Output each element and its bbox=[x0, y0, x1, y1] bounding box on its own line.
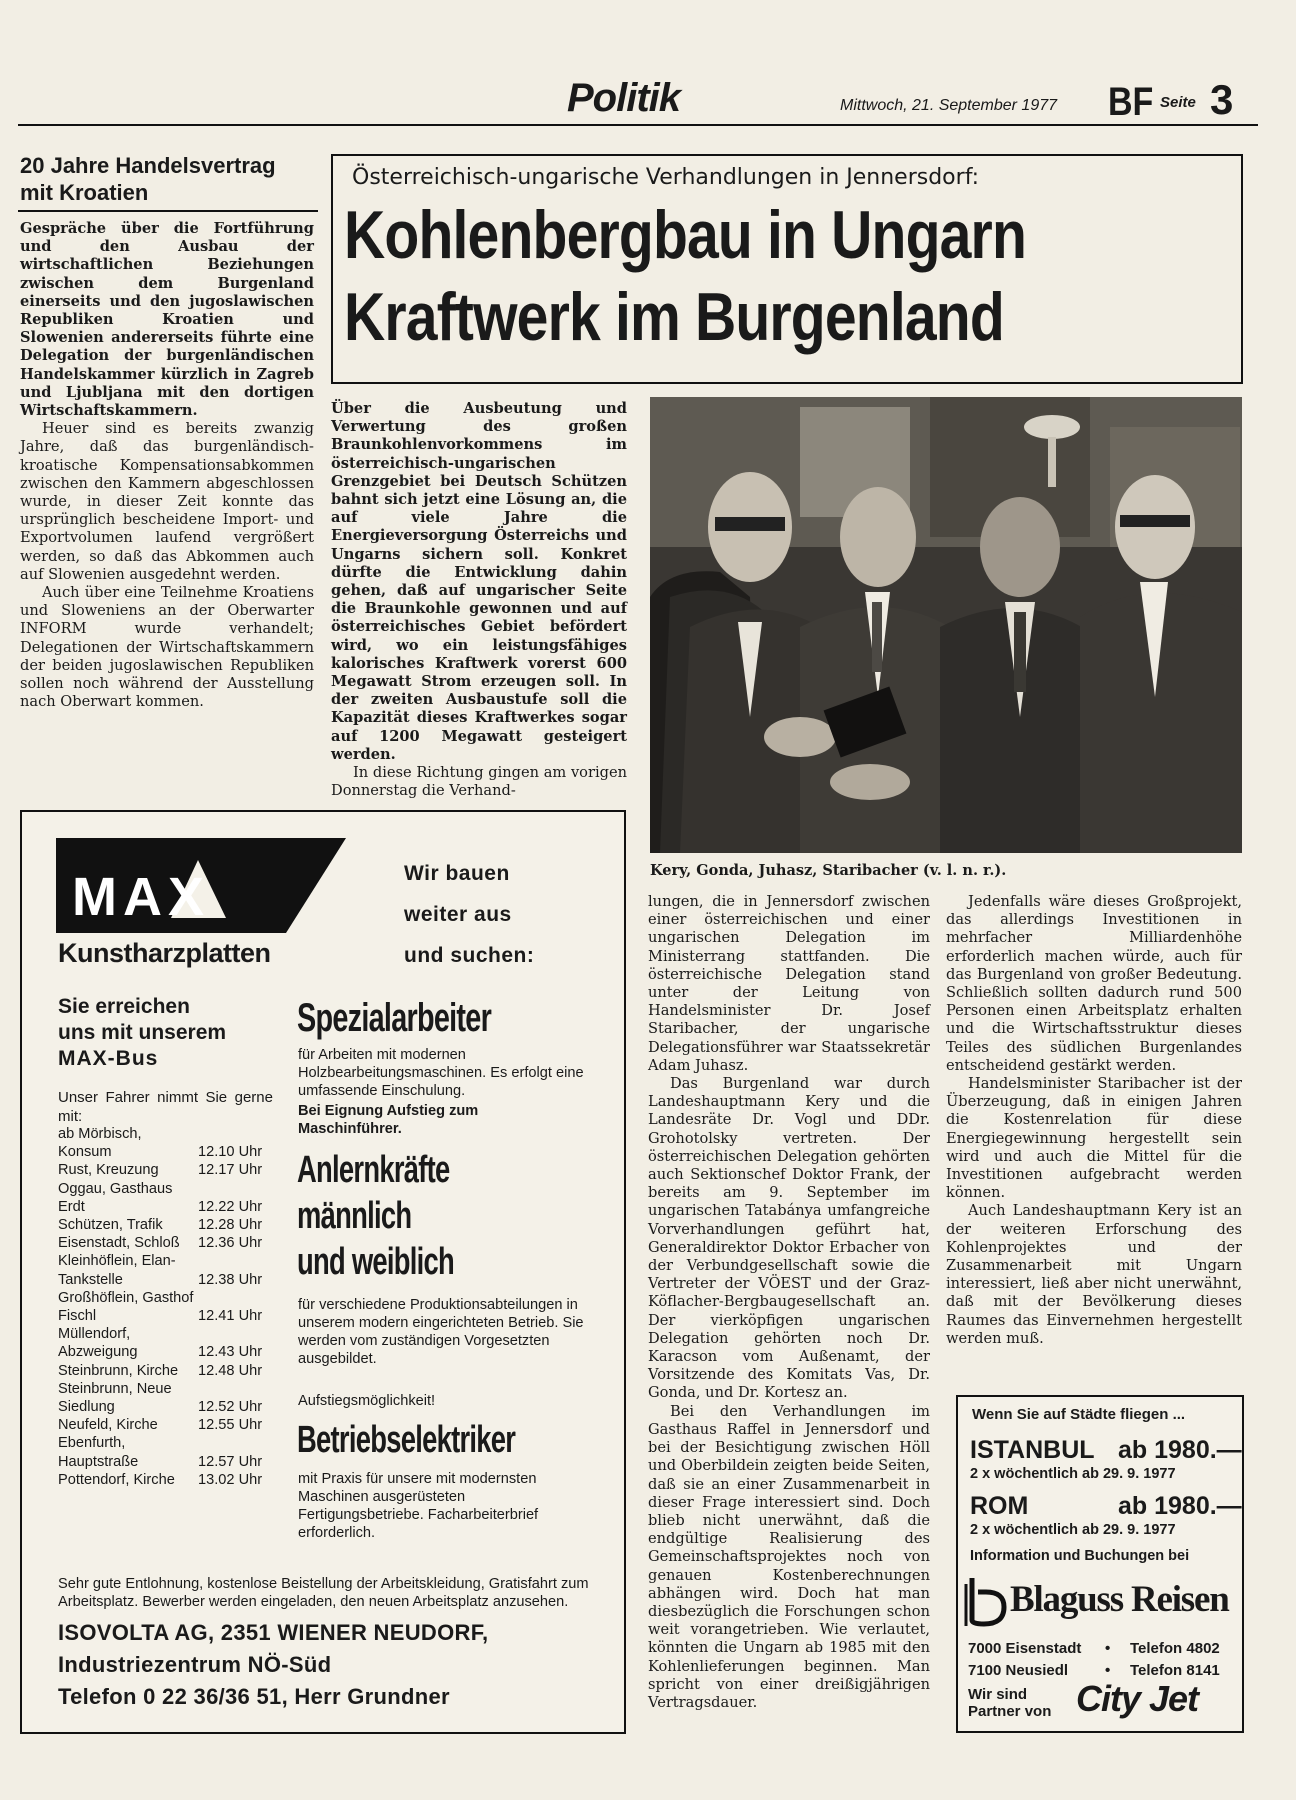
blaguss-office-1: 7000 Eisenstadt bbox=[968, 1640, 1082, 1657]
news-photo bbox=[650, 397, 1242, 853]
job-text-electrician: mit Praxis für unsere mit modernsten Maschinen ausgerüsteten Fertigungsbetriebe. Facharbeiterbrief erforderlich. bbox=[298, 1471, 539, 1541]
blaguss-info: Information und Buchungen bei bbox=[970, 1548, 1190, 1564]
main-article-paragraph: Jedenfalls wäre dieses Großprojekt, das allerdings Investitionen in mehrfacher Milliardenhöhe erforderlich machen würde, auch für das Burgenland von großer Bedeutung. Schließlich sollten dadurch rund 500 Personen einen Arbeitsplatz erhalten und die Wirtschaftsstruktur dieses Teiles des südlichen Burgenlandes entscheidend gestärkt werden. bbox=[946, 893, 1242, 1074]
bus-stop-list bbox=[58, 1125, 274, 1489]
main-article-lead: Über die Ausbeutung und Verwertung des großen Braunkohlenvorkommens im österreichisch-ungarischen Grenzgebiet bei Deutsch Schützen bahnt sich jetzt eine Lösung an, die auf viele Jahre die Energieversorgung Österreichs und Ungarns sichern soll. Konkret dürfte die Entwicklung dahin gehen, daß auf ungarischer Seite die Braunkohle gewonnen und auf österreichisches Gebiet befördert wird, wo ein leistungsfähiges kalorisches Kraftwerk vorerst 600 Megawatt Strom erzeugen soll. In der zweiten Ausbaustufe soll die Kapazität dieses Kraftwerkes sogar auf 1200 Megawatt gesteigert werden. bbox=[331, 400, 627, 763]
bus-stop-time: 12.41 Uhr bbox=[198, 1308, 263, 1325]
bus-stop-time: 12.38 Uhr bbox=[198, 1271, 263, 1288]
job-title-trainees-1: Anlernkräfte bbox=[297, 1149, 450, 1191]
blaguss-phone-2: Telefon 8141 bbox=[1130, 1662, 1220, 1679]
bus-stop bbox=[58, 1252, 274, 1288]
bus-stop-time: 13.02 Uhr bbox=[198, 1471, 263, 1488]
main-article-column-3 bbox=[946, 893, 1242, 1348]
bus-stop-name: Ebenfurth, Hauptstraße bbox=[58, 1435, 139, 1470]
separator-dot: • bbox=[1105, 1662, 1111, 1679]
left-article-headline bbox=[20, 152, 320, 206]
left-article-paragraph: Heuer sind es bereits zwanzig Jahre, daß das burgenländisch-kroatische Kompensationsabkommen zwischen den Kammern abgeschlossen wurde, in dieser Zeit konnte das ursprünglich bescheidene Import- und Exportvolumen laufend vergrößert werden, so daß das Abkommen auch auf Slowenien ausgedehnt werden. bbox=[20, 420, 314, 583]
ad-slogan-2: weiter aus bbox=[404, 903, 512, 926]
blaguss-brand: Blaguss Reisen bbox=[1010, 1579, 1229, 1620]
ad-contact-company: ISOVOLTA AG, 2351 WIENER NEUDORF, bbox=[58, 1620, 489, 1645]
bus-stop bbox=[58, 1416, 274, 1434]
blaguss-price-2: ab 1980.— bbox=[1118, 1492, 1242, 1520]
bus-stop-name: Pottendorf, Kirche bbox=[58, 1471, 175, 1488]
main-article-paragraph: lungen, die in Jennersdorf zwischen einer österreichischen und einer ungarischen Delegation im Ministerrang stattfanden. Die österreichische Delegation stand unter der Leitung von Handelsminister Dr. Josef Staribacher, der ungarische Delegationsführer war Staatssekretär Adam Juhasz. bbox=[648, 893, 930, 1074]
left-headline-line-2: mit Kroatien bbox=[20, 180, 149, 205]
bus-stop-time: 12.52 Uhr bbox=[198, 1399, 263, 1416]
job-note-specialist: Bei Eignung Aufstieg zum Maschinführer. bbox=[298, 1103, 479, 1137]
bus-stop bbox=[58, 1161, 274, 1179]
ad-slogan-3: und suchen: bbox=[404, 944, 535, 967]
blaguss-office-2: 7100 Neusiedl bbox=[968, 1662, 1069, 1679]
masthead-rule bbox=[18, 124, 1258, 126]
job-title-trainees-2: männlich bbox=[297, 1195, 412, 1237]
main-article-paragraph: Bei den Verhandlungen im Gasthaus Raffel in Jennersdorf und bei der Besichtigung zwischen Höll und Oberbildein zeigten beide Seiten, daß sie an einer Zusammenarbeit in dieser Frage interessiert sind. Doch blieb nicht unerwähnt, daß die endgültige Realisierung des Gemeinschaftsprojektes noch von genauen Kostenberechnungen abhängen wird. Doch hat man diesbezüglich die Forschungen schon weit vorangetrieben. Wie verlautet, könnten die Ungarn ab 1985 mit den Kohlenlieferungen beginnen. Man spricht von einer dreißigjährigen Vertragsdauer. bbox=[648, 1402, 930, 1711]
ad-contact-location: Industriezentrum NÖ-Süd bbox=[58, 1652, 332, 1677]
blaguss-city-2: ROM bbox=[970, 1492, 1029, 1520]
bus-stop bbox=[58, 1362, 274, 1380]
bus-stop-name: Müllendorf, Abzweigung bbox=[58, 1326, 138, 1361]
page-number: 3 bbox=[1210, 76, 1234, 123]
blaguss-intro: Wenn Sie auf Städte fliegen ... bbox=[972, 1406, 1186, 1423]
bus-stop bbox=[58, 1380, 274, 1416]
bus-stop bbox=[58, 1125, 274, 1161]
bus-stop bbox=[58, 1434, 274, 1470]
left-headline-line-1: 20 Jahre Handelsvertrag bbox=[20, 153, 276, 178]
bus-stop bbox=[58, 1471, 274, 1489]
bus-stop-name: Eisenstadt, Schloß bbox=[58, 1235, 180, 1252]
bus-stop-time: 12.10 Uhr bbox=[198, 1144, 263, 1161]
ad-footer-note: Sehr gute Entlohnung, kostenlose Beistellung der Arbeitskleidung, Gratisfahrt zum Arbeitsplatz. Bewerber werden eingeladen, den neuen Arbeitsplatz anzusehen. bbox=[58, 1576, 589, 1610]
left-article-body bbox=[20, 220, 314, 711]
page-label: Seite bbox=[1160, 94, 1196, 111]
bus-stop-name: Oggau, Gasthaus Erdt bbox=[58, 1180, 173, 1215]
blaguss-partner-label bbox=[968, 1686, 1051, 1720]
ad-slogan-1: Wir bauen bbox=[404, 862, 510, 885]
main-article-paragraph: Das Burgenland war durch Landeshauptmann Kery und die Landesräte Dr. Vogl und DDr. Grohotolsky vertreten. Der österreichischen Delegation gehörten auch Sektionschef Doktor Frank, der bereits am 9. September im ungarischen Tatabánya umfangreiche Vorverhandlungen geführt hat, Generaldirektor Doktor Erbacher von der Verbundgesellschaft sowie die Vertreter der VÖEST und der Graz-Köflacher-Bergbaugesellschaft an. Der vierköpfigen ungarischen Delegation gehörten noch Dr. Karacson vom Außenamt, der Vorsitzende des Komitats Vas, Dr. Gonda, und Dr. Kortesz an. bbox=[648, 1075, 930, 1402]
job-title-specialist: Spezialarbeiter bbox=[297, 996, 492, 1040]
main-article-paragraph: Handelsminister Staribacher ist der Überzeugung, daß in einigen Jahren die Kostenrelation für diese Energiegewinnung hergestellt sein wird und auch die Mittel für die Investitionen aufgebracht werden können. bbox=[946, 1075, 1242, 1202]
bus-stop bbox=[58, 1289, 274, 1325]
bus-stop-name: Steinbrunn, Kirche bbox=[58, 1362, 179, 1379]
main-article-lead-column bbox=[331, 400, 627, 800]
blaguss-logo-icon bbox=[964, 1574, 1010, 1628]
bus-stop-time: 12.22 Uhr bbox=[198, 1198, 263, 1215]
max-subtitle: Kunstharzplatten bbox=[58, 938, 271, 968]
bus-stop-time: 12.57 Uhr bbox=[198, 1453, 263, 1470]
bus-stop-name: Rust, Kreuzung bbox=[58, 1162, 159, 1179]
photo-caption: Kery, Gonda, Juhasz, Staribacher (v. l. n. r.). bbox=[650, 862, 1007, 879]
main-article-column-2 bbox=[648, 893, 930, 1712]
job-title-electrician: Betriebselektriker bbox=[297, 1419, 516, 1461]
main-article-paragraph: Auch Landeshauptmann Kery ist an der weiteren Erforschung des Kohlenprojektes und der Zusammenarbeit mit Ungarn interessiert, ließ aber nicht unerwähnt, daß mit der Bevölkerung dieses Raumes das Einvernehmen hergestellt werden muß. bbox=[946, 1202, 1242, 1347]
bus-stop-time: 12.28 Uhr bbox=[198, 1217, 263, 1234]
bus-stop bbox=[58, 1216, 274, 1234]
blaguss-city-1: ISTANBUL bbox=[970, 1436, 1095, 1464]
blaguss-frequency-2: 2 x wöchentlich ab 29. 9. 1977 bbox=[970, 1522, 1176, 1538]
blaguss-frequency-1: 2 x wöchentlich ab 29. 9. 1977 bbox=[970, 1466, 1176, 1482]
ad-bus-title-line: uns mit unserem bbox=[58, 1021, 227, 1044]
bus-stop-time: 12.48 Uhr bbox=[198, 1362, 263, 1379]
job-title-trainees-3: und weiblich bbox=[297, 1241, 455, 1283]
bus-stop bbox=[58, 1234, 274, 1252]
bus-stop-time: 12.55 Uhr bbox=[198, 1417, 263, 1434]
bus-stop-name: Schützen, Trafik bbox=[58, 1217, 163, 1234]
paper-logo: BF bbox=[1108, 80, 1154, 124]
photo-illustration bbox=[650, 397, 1242, 853]
main-headline-line-1: Kohlenbergbau in Ungarn bbox=[344, 197, 1027, 273]
job-text-trainees: für verschiedene Produktionsabteilungen in unserem modern eingerichteten Betrieb. Sie werden vom zuständigen Vorgesetzten ausgebildet. bbox=[298, 1297, 584, 1367]
left-headline-rule bbox=[18, 210, 318, 212]
blaguss-partner-line: Wir sind bbox=[968, 1686, 1028, 1703]
bus-stop-name: Kleinhöflein, Elan-Tankstelle bbox=[58, 1253, 176, 1288]
issue-date: Mittwoch, 21. September 1977 bbox=[840, 97, 1058, 114]
ad-contact-phone: Telefon 0 22 36/36 51, Herr Grundner bbox=[58, 1684, 450, 1709]
max-logo: MAX bbox=[72, 867, 210, 927]
main-headline-line-2: Kraftwerk im Burgenland bbox=[344, 279, 1004, 355]
bus-stop-name: Großhöflein, Gasthof Fischl bbox=[58, 1289, 194, 1325]
section-title: Politik bbox=[567, 76, 681, 120]
main-article-kicker: Österreichisch-ungarische Verhandlungen in Jennersdorf: bbox=[352, 165, 980, 190]
main-article-paragraph: In diese Richtung gingen am vorigen Donnerstag die Verhand- bbox=[331, 764, 627, 800]
blaguss-price-1: ab 1980.— bbox=[1118, 1436, 1242, 1464]
bus-stop-name: Neufeld, Kirche bbox=[58, 1417, 158, 1434]
left-article-paragraph: Auch über eine Teilnehme Kroatiens und Sloweniens an der Oberwarter INFORM wurde verhandelt; Delegationen der Wirtschaftskammern der beiden jugoslawischen Republiken sollen noch während der Ausstellung nach Oberwart kommen. bbox=[20, 584, 314, 711]
blaguss-phone-1: Telefon 4802 bbox=[1130, 1640, 1220, 1657]
job-text-specialist: für Arbeiten mit modernen Holzbearbeitungsmaschinen. Es erfolgt eine umfassende Einschulung. bbox=[298, 1047, 584, 1099]
bus-stop-name: ab Mörbisch, Konsum bbox=[58, 1126, 142, 1161]
ad-bus-intro: Unser Fahrer nimmt Sie gerne mit: bbox=[58, 1089, 273, 1125]
bus-stop-time: 12.43 Uhr bbox=[198, 1344, 263, 1361]
bus-stop bbox=[58, 1180, 274, 1216]
bus-stop-time: 12.17 Uhr bbox=[198, 1162, 263, 1179]
bus-stop-time: 12.36 Uhr bbox=[198, 1235, 263, 1252]
ad-bus-title-line: MAX-Bus bbox=[58, 1047, 159, 1070]
left-article-lead: Gespräche über die Fortführung und den Ausbau der wirtschaftlichen Beziehungen zwischen dem Burgenland einerseits und den jugoslawischen Republiken Kroatien und Slowenien andererseits führte eine Delegation der burgenländischen Handelskammer kürzlich in Zagreb und Ljubljana mit den dortigen Wirtschaftskammern. bbox=[20, 220, 314, 420]
job-note-trainees: Aufstiegsmöglichkeit! bbox=[298, 1393, 436, 1409]
ad-bus-title-line: Sie erreichen bbox=[58, 995, 190, 1018]
bus-stop-name: Steinbrunn, Neue Siedlung bbox=[58, 1380, 172, 1416]
ad-bus-title bbox=[58, 994, 288, 1072]
bus-stop bbox=[58, 1325, 274, 1361]
cityjet-logo: City Jet bbox=[1076, 1678, 1199, 1719]
separator-dot: • bbox=[1105, 1640, 1111, 1657]
blaguss-partner-line: Partner von bbox=[968, 1703, 1052, 1720]
